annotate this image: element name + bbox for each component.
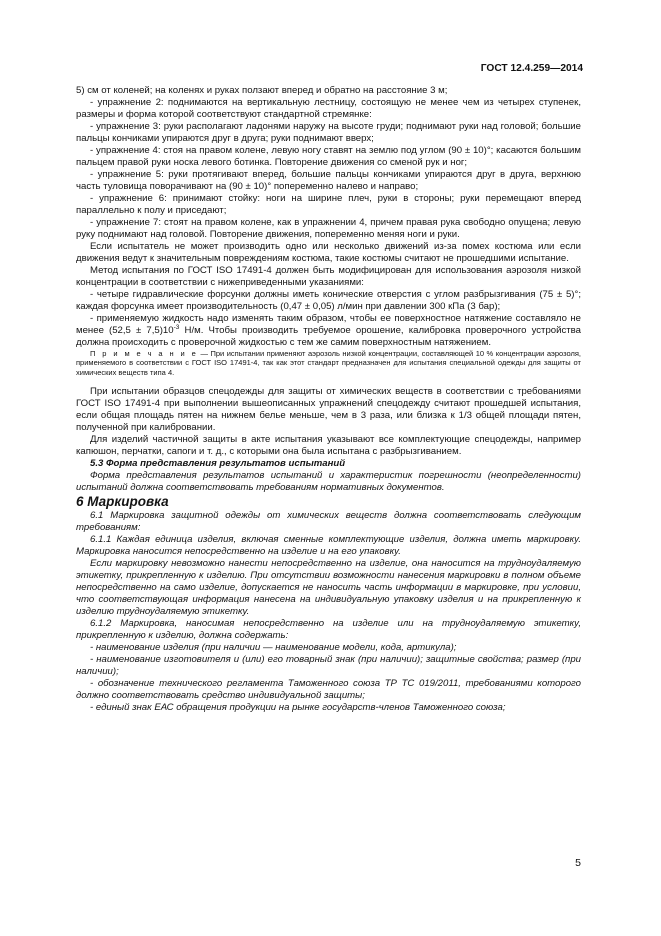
page-number: 5 [575, 857, 581, 869]
paragraph: - упражнение 2: поднимаются на вертикальную лестницу, состоящую не менее чем из четырех ступенек, размеры и форма которой соответствуют стандартной стремянке: [76, 97, 581, 120]
paragraph: - упражнение 5: руки протягивают вперед, большие пальцы кончиками упираются друг в друга, верхнюю часть туловища поворачивают на (90 ± 10)° попеременно налево и направо; [76, 169, 581, 192]
list-item: - наименование изготовителя и (или) его товарный знак (при наличии); защитные свойства; размер (при наличии); [76, 653, 581, 677]
paragraph: - упражнение 6: принимают стойку: ноги на ширине плеч, руки в стороны; руки перемещают вперед параллельно к полу и приседают; [76, 193, 581, 216]
list-item: - единый знак ЕАС обращения продукции на рынке государств-членов Таможенного союза; [90, 701, 506, 713]
note-text: — При испытании применяют аэрозоль низкой концентрации, составляющей 10 % концентрации аэрозоля, применяемого в соответствии с ГОСТ ISO 17491-4, так как этот стандарт предназначен для испытания специальной одежды для защиты от химических веществ типа 4. [76, 349, 582, 377]
note-label: П р и м е ч а н и е [90, 349, 198, 358]
paragraph: - упражнение 4: стоя на правом колене, левую ногу ставят на землю под углом (90 ± 10)°; касаются большим пальцем правой руки носка левого ботинка. Повторение движения со сменой рук и ног; [76, 145, 581, 168]
paragraph: 5) см от коленей; на коленях и руках ползают вперед и обратно на расстояние 3 м; [76, 85, 448, 96]
paragraph: При испытании образцов спецодежды для защиты от химических веществ в соответствии с требованиями ГОСТ ISO 17491-4 при выполнении вышеописанных упражнений спецодежду считают прошедшей испытания, если общая площадь пятен на нижнем белье меньше, чем в 3 раза, или близка к 1/3 общей площади пятен, полученной при калибровании. [76, 385, 581, 433]
superscript: -3 [173, 324, 180, 331]
paragraph: Метод испытания по ГОСТ ISO 17491-4 должен быть модифицирован для использования аэрозоля низкой концентрации в соответствии с нижеприведенными указаниями: [76, 265, 581, 288]
text-run: Н/м. Чтобы производить требуемое орошение, калибровка проверочного устройства должна происходить с проверочной жидкостью с тем же самим поверхностным натяжением. [76, 325, 581, 348]
paragraph: 6.1.1 Каждая единица изделия, включая сменные комплектующие изделия, должна иметь маркировку. Маркировка наносится непосредственно на изделие и на его упаковку. [76, 533, 581, 557]
subsection-title: 5.3 Форма представления результатов испытаний [90, 457, 346, 469]
text-run: - применяемую жидкость надо изменять таким образом, чтобы ее поверхностное натяжение составляло не менее (52,5 ± 7,5)10 [76, 313, 581, 336]
paragraph: - упражнение 3: руки располагают ладонями наружу на высоте груди; поднимают руки над головой; большие пальцы кончиками упираются друг в друга; руки поднимают вверх; [76, 121, 581, 144]
paragraph: Если испытатель не может производить одно или несколько движений из-за помех костюма или если движения ведут к значительным повреждениям костюма, такие костюмы считают не прошедшими испытание. [76, 241, 581, 264]
paragraph: 6.1 Маркировка защитной одежды от химических веществ должна соответствовать следующим требованиям: [76, 509, 581, 533]
paragraph: Для изделий частичной защиты в акте испытания указывают все комплектующие спецодежды, например капюшон, перчатки, сапоги и т. д., с которыми она была испытана с разбрызгиванием. [76, 433, 581, 457]
paragraph: - упражнение 7: стоят на правом колене, как в упражнении 4, причем правая рука свободно опущена; левую руку поднимают над головой. Повторение движения, попеременно меняя ноги и руки. [76, 217, 581, 240]
document-header: ГОСТ 12.4.259—2014 [480, 63, 583, 74]
list-item: - обозначение технического регламента Таможенного союза ТР ТС 019/2011, требованиями которого должно соответствовать средство индивидуальной защиты; [76, 677, 581, 701]
note [76, 349, 581, 377]
paragraph: Если маркировку невозможно нанести непосредственно на изделие, она наносится на трудноудаляемую этикетку, прикрепленную к изделию. При отсутствии возможности нанесения маркировки в полном объеме непосредственно на само изделие, допускается не наносить часть информации в маркировке, при условии, что соответствующая информация нанесена на индивидуальную упаковку изделия и на прикрепленную к изделию трудноудаляемую этикетку. [76, 557, 581, 617]
page-body [76, 85, 581, 714]
paragraph-surface-tension [76, 313, 581, 349]
paragraph: Форма представления результатов испытаний и характеристик погрешности (неопределенности) испытаний должна соответствовать требованиям нормативных документов. [76, 469, 581, 493]
section-heading: 6 Маркировка [76, 493, 169, 509]
paragraph: - четыре гидравлические форсунки должны иметь конические отверстия с углом разбрызгивания (75 ± 5)°; каждая форсунка имеет производительность (0,47 ± 0,05) л/мин при давлении 300 кПа (3 бар); [76, 289, 581, 312]
paragraph: 6.1.2 Маркировка, наносимая непосредственно на изделие или на трудноудаляемую этикетку, прикрепленную к изделию, должна содержать: [76, 617, 581, 641]
list-item: - наименование изделия (при наличии — наименование модели, кода, артикула); [90, 641, 457, 653]
spacer [76, 377, 581, 386]
